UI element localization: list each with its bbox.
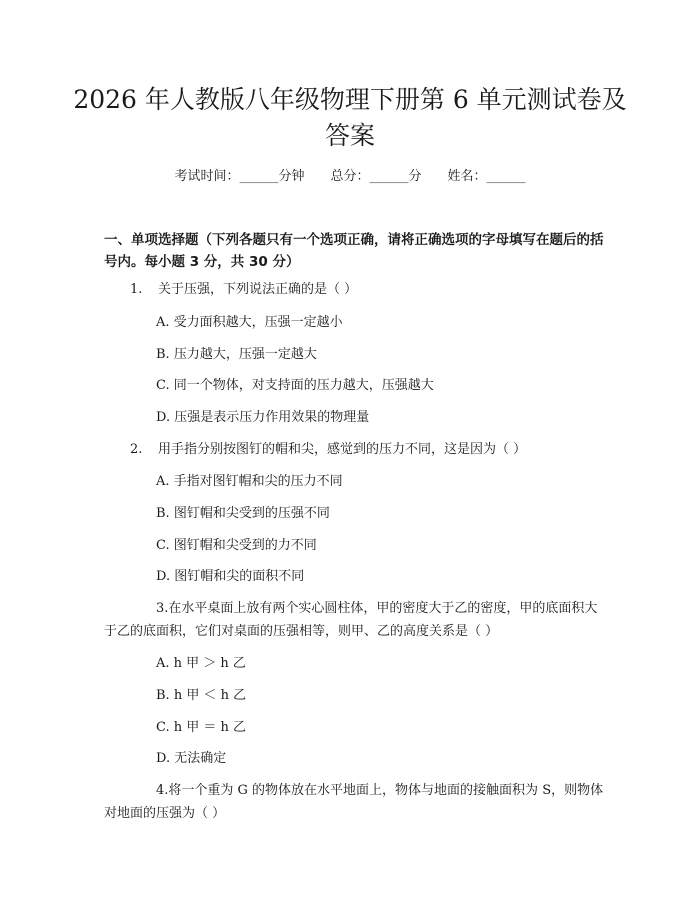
question-4 bbox=[104, 779, 604, 825]
exam-meta bbox=[0, 168, 700, 186]
question-1-option-c: C. 同一个物体，对支持面的压力越大，压强越大 bbox=[156, 378, 434, 393]
question-text: 关于压强，下列说法正确的是（ ） bbox=[158, 282, 358, 297]
question-3 bbox=[104, 597, 604, 643]
question-2-option-a: A. 手指对图钉帽和尖的压力不同 bbox=[156, 474, 343, 489]
page-title: 2026 年人教版八年级物理下册第 6 单元测试卷及答案 bbox=[73, 85, 627, 150]
section-heading: 一、单项选择题（下列各题只有一个选项正确，请将正确选项的字母填写在题后的括号内。每小题 3 分，共 30 分） bbox=[104, 232, 604, 270]
question-1-option-d: D. 压强是表示压力作用效果的物理量 bbox=[156, 410, 370, 425]
question-text: 将一个重为 G 的物体放在水平地面上，物体与地面的接触面积为 S，则物体对地面的压强为（ ） bbox=[104, 783, 604, 821]
question-2-option-c: C. 图钉帽和尖受到的力不同 bbox=[156, 538, 317, 553]
question-2-option-d: D. 图钉帽和尖的面积不同 bbox=[156, 569, 305, 584]
question-1-option-a: A. 受力面积越大，压强一定越小 bbox=[156, 315, 343, 330]
question-number: 4. bbox=[156, 783, 169, 798]
question-1-option-b: B. 压力越大，压强一定越大 bbox=[156, 347, 317, 362]
question-2-option-b: B. 图钉帽和尖受到的压强不同 bbox=[156, 506, 330, 521]
question-number: 2. bbox=[130, 442, 143, 457]
question-3-option-a: A. h 甲 ＞ h 乙 bbox=[156, 656, 246, 671]
question-3-option-b: B. h 甲 ＜ h 乙 bbox=[156, 688, 247, 703]
question-text: 在水平桌面上放有两个实心圆柱体，甲的密度大于乙的密度，甲的底面积大于乙的底面积，它们对桌面的压强相等，则甲、乙的高度关系是（ ） bbox=[104, 601, 598, 639]
question-1 bbox=[130, 280, 357, 300]
question-text: 用手指分别按图钉的帽和尖，感觉到的压力不同，这是因为（ ） bbox=[158, 442, 527, 457]
question-2 bbox=[130, 440, 526, 460]
exam-time-field: 考试时间：______分钟 bbox=[174, 169, 305, 184]
total-score-field: 总分：______分 bbox=[330, 169, 422, 184]
question-number: 3. bbox=[156, 601, 169, 616]
question-3-option-c: C. h 甲 ＝ h 乙 bbox=[156, 720, 247, 735]
student-name-field: 姓名：______ bbox=[447, 169, 526, 184]
question-3-option-d: D. 无法确定 bbox=[156, 751, 227, 766]
question-number: 1. bbox=[130, 282, 143, 297]
